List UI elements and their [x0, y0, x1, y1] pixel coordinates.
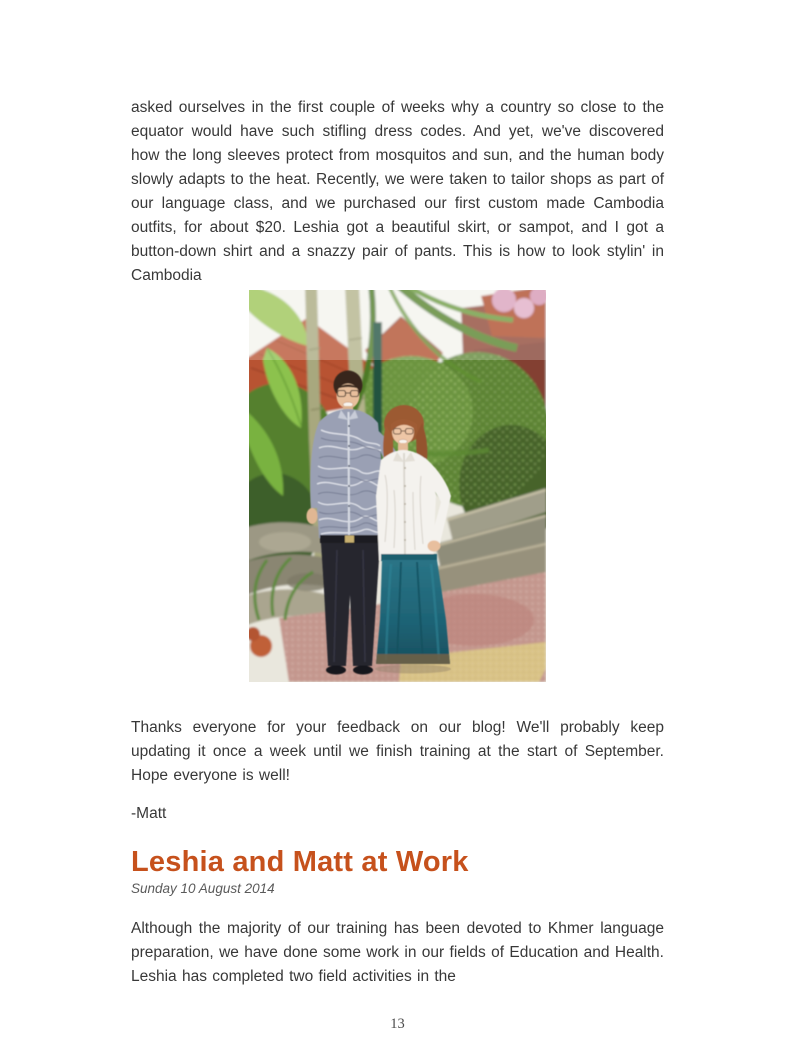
garden-photo [249, 290, 546, 682]
text-column [131, 96, 664, 989]
paragraph-thanks: Thanks everyone for your feedback on our blog! We'll probably keep updating it once a week until we finish training at the start of September. Hope everyone is well! [131, 719, 664, 784]
post-date: Sunday 10 August 2014 [131, 881, 275, 896]
paragraph-continued: asked ourselves in the first couple of weeks why a country so close to the equator would have such stifling dress codes. And yet, we've discovered how the long sleeves protect from mosquitos and sun, and the human body slowly adapts to the heat. Recently, we were taken to tailor shops as part of our language class, and we purchased our first custom made Cambodia outfits, for about $20. Leshia got a beautiful skirt, or sampot, and I got a button-down shirt and a snazzy pair of pants. This is how to look stylin' in Cambodia [131, 99, 664, 284]
post-title: Leshia and Matt at Work [131, 846, 469, 878]
page-number: 13 [390, 1016, 405, 1032]
paragraph-work: Although the majority of our training has been devoted to Khmer language preparation, we have done some work in our fields of Education and Health. Leshia has completed two field activities in the [131, 920, 664, 985]
signature: -Matt [131, 805, 167, 822]
photo-glare [249, 290, 546, 360]
photo-figure [131, 290, 664, 682]
